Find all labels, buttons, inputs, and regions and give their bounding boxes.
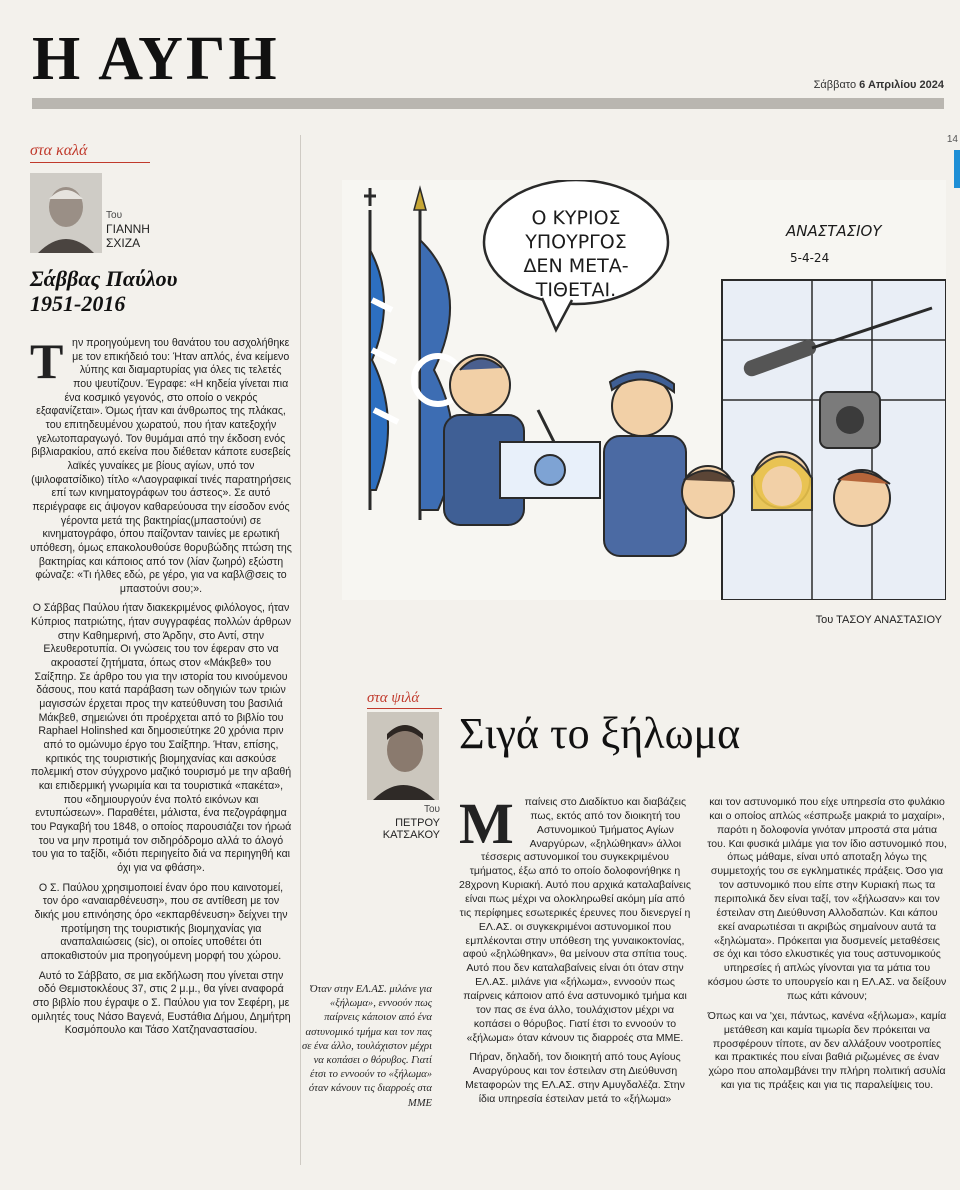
left-article-body xyxy=(30,333,292,1044)
bubble-line-1: Ο ΚΥΡΙΟΣ xyxy=(531,207,621,229)
right-column-1 xyxy=(459,791,691,1113)
right-author-name xyxy=(352,817,440,842)
right-headline: Σιγά το ξήλωμα xyxy=(459,709,741,758)
right-tag-rule xyxy=(367,708,442,709)
right-column-2 xyxy=(707,796,947,1099)
cartoon-drawing xyxy=(342,180,946,600)
left-paragraph-2: Ο Σάββας Παύλου ήταν διακεκριμένος φιλόλογος, ήταν Κύπριος πατριώτης, ήταν συγγραφέας πολλών άρθρων στην Καθημερινή, στο Άρδην, στο Αντί, στην Ελευθεροτυπία. Οι γνώσεις του τον έφεραν στο να ακροαστεί ζητήματα, όπως στον «Μάκβεθ» του Σαίξπηρ. Σε άρθρο του για την ιστορία του κινούμενου δάσους, που κατά παράβαση των οδηγιών των τριών μαγισσών έρχεται προς την κατεύθυνση του βασιλιά Μάκβεθ, σημειώνει ότι προέρχεται από το βιβλίο του Raphael Holinshed και δημοσιεύτηκε 20 χρόνια πριν από το ομώνυμο έργο του Σαίξπηρ. Ήταν, επίσης, κριτικός της τουριστικής βιομηχανίας και ασκούσε πολεμική στον σύγχρονο μαζικό τουρισμό με την αβαθή και επιδερμική γνωριμία και τα τουριστικά «πακέτα», που «δημιουργούν ένα πολτό εικόνων και εντυπώσεων». Παραθέτει, μάλιστα, ένα πεζογράφημα του Ραγκαβή του 1848, ο οποίος παρουσιάζει τον ήρωά του να μην προτιμά τον σιδηρόδρομο αλλά το άλογό του για το ταξίδι, «διότι περιηγείτο διά να περιηγηθή και όχι για να φθάση». xyxy=(30,602,292,874)
cartoon-credit: Του ΤΑΣΟΥ ΑΝΑΣΤΑΣΙΟΥ xyxy=(815,614,942,626)
political-cartoon xyxy=(342,180,946,600)
bubble-line-3: ΔΕΝ ΜΕΤΑ- xyxy=(523,255,629,277)
dateline xyxy=(814,79,944,91)
left-author-label: Του xyxy=(106,210,123,221)
left-title-line-2: 1951-2016 xyxy=(30,291,126,317)
page-edge-marker xyxy=(954,150,960,188)
author-portrait-icon xyxy=(30,173,102,253)
bubble-line-2: ΥΠΟΥΡΓΟΣ xyxy=(525,231,627,253)
left-paragraph-3: Ο Σ. Παύλου χρησιμοποιεί έναν όρο που καινοτομεί, τον όρο «αναιαρθένευση», που σε αντίθεση με τον δικής μου επινόησης όρο «εκπαρθένευση» δείχνει την προτίμηση της τουριστικής βιομηχανίας για αναπαλαιώσεις (sic), οι οποίες υποθέτει ότι αποκαθιστούν μια προηγούμενη μορφή του χώρου. xyxy=(34,881,288,962)
cartoon-signature-2: 5-4-24 xyxy=(790,251,830,265)
right-paragraph-4: Όπως και να 'χει, πάντως, κανένα «ξήλωμα», καμία μετάθεση και καμία τιμωρία δεν πρόκειται να προσφέρουν τίποτε, αν δεν αλλάξουν νοοτροπίες και πρακτικές που είναι βαθιά ριζωμένες σε έναν χώρο που απολαμβάνει την πλήρη πολιτική ασυλία και για τις πράξεις και για τις παραλείψεις του. xyxy=(707,1009,947,1092)
right-dropcap: Μ xyxy=(459,791,514,856)
right-author-name-2: ΚΑΤΣΑΚΟΥ xyxy=(382,829,440,842)
left-author-name-2: ΣΧΙΖΑ xyxy=(106,236,141,250)
left-article-title xyxy=(30,266,280,317)
page-edge-number: 14 xyxy=(946,134,958,145)
left-section-tag: στα καλά xyxy=(30,142,88,159)
left-dropcap: Τ xyxy=(30,333,64,389)
left-author-name-1: ΓΙΑΝΝΗ xyxy=(106,222,150,236)
right-paragraph-2: Πήραν, δηλαδή, τον διοικητή από τους Αγίους Αναργύρους και τον έστειλαν στη Διεύθυνση Μεταφορών της ΕΛ.ΑΣ. στην Αμυγδαλέζα. Στην ίδια υπηρεσία έστειλαν μετά το «ξήλωμα» xyxy=(465,1051,685,1106)
left-title-line-1: Σάββας Παύλου xyxy=(30,266,178,291)
masthead-title: Η ΑΥΓΗ xyxy=(32,25,280,93)
right-author-name-1: ΠΕΤΡΟΥ xyxy=(395,817,440,829)
column-divider xyxy=(300,135,301,1165)
left-author-photo xyxy=(30,173,102,253)
date-rest: 6 Απριλίου 2024 xyxy=(859,79,944,91)
right-author-label: Του xyxy=(423,804,440,815)
cartoon-signature-1: ΑΝΑΣΤΑΣΙΟΥ xyxy=(786,222,882,240)
left-paragraph-4: Αυτό το Σάββατο, σε μια εκδήλωση που γίνεται στην οδό Θεμιστοκλέους 37, στις 2 μ.μ., θα γίνει αναφορά στο βιβλίο που έγραψε ο Σ. Παύλου για τον Σεφέρη, με ομιλητές τους Νάσο Βαγενά, Ευστάθια Δήμου, Δημήτρη Κοσμόπουλο και Τάσο Χατζηαναστασίου. xyxy=(31,969,291,1037)
right-author-photo xyxy=(367,712,439,800)
left-tag-rule xyxy=(30,162,150,163)
date-day: Σάββατο xyxy=(813,79,857,91)
bubble-line-4: ΤΙΘΕΤΑΙ. xyxy=(535,279,617,301)
pull-quote: Όταν στην ΕΛ.ΑΣ. μιλάνε για «ξήλωμα», εννοούν πως παίρνεις κάποιον από ένα αστυνομικό τμήμα και τον πας σε ένα άλλο, τουλάχιστον μέχρι να κοπάσει ο θόρυβος. Γιατί έτσι το εννοούν το «ξήλωμα» όταν κάνουν τις διαρροές στα ΜΜΕ xyxy=(302,984,433,1109)
left-paragraph-1: Την προηγούμενη του θανάτου του ασχολήθηκε με τον επικήδειό του: Ήταν απλός, ένα κείμενο λύπης και διαμαρτυρίας για όλες τις τελετές που ψευτίζουν. Έγραφε: «Η κηδεία γίνεται πια ένα κοσμικό γεγονός, στο οποίο ο νεκρός εξαφανίζεται». Όμως ήταν και άνθρωπος της πλάκας, του επιτηδευμένου χωρατού, που ήταν κατεξοχήν γελωτοπαραγωγό. Τον θυμάμαι από την έκδοση ενός βιβλιαρακίου, από εκείνα που διέθεταν κάποτε ευσεβείς λαϊκές γυναίκες με βίους αγίων, υπό τον (ψιλοφατσίδικο) τίτλο «Λαογραφικαί τινές παρατηρήσεις επί των κινηματογράφων του άστεος». Σε αυτό περιέγραφε εις άψογον καθαρεύουσα την είσοδον ενός γέροντα μετά της βακτηρίας(μπαστούνι) σε κινηματογράφο, όπου παίζονταν ταινίες με ερωτική υπόθεση, όμως επακολουθούσε θορυβώδης πτώση της βακτηρίας και κάποιος από τον (λίαν ζωηρό) εξώστη φώναζε: «Τι ήλθες εδώ, ρε γέρο, για να καβλ@σεις το μπαστούνι σου;». xyxy=(30,333,292,595)
right-paragraph-1: Μ παίνεις στο Διαδίκτυο και διαβάζεις πως, εκτός από τον διοικητή του Αστυνομικού Τμήματος Αγίων Αναργύρων, «ξηλώθηκαν» άλλοι τέσσερις αστυνομικοί του συγκεκριμένου τμήματος, έξω από το οποίο δολοφονήθηκε η 28χρονη Κυριακή. Αυτό που αρχικά καταλαβαίνεις είναι πως μέχρι να ολοκληρωθεί ακόμη μία από τις περίφημες εσωτερικές έρευνες που διενεργεί η ΕΛ.ΑΣ. οι συγκεκριμένοι αστυνομικοί που εμπλέκονται στην υπόθεση της γυναικοκτονίας, αφού «ξηλώθηκαν», θα μείνουν στα σπίτια τους. Αυτό που δεν καταλαβαίνεις είναι ότι όταν στην ΕΛ.ΑΣ. μιλάνε για «ξήλωμα», εννοούν πως παίρνεις κάποιον από ένα αστυνομικό τμήμα και τον πας σε ένα άλλο, τουλάχιστον μέχρι να κοπάσει ο θόρυβος. Γιατί έτσι το εννοούν το «ξήλωμα» όταν κάνουν τις διαρροές στα ΜΜΕ. xyxy=(459,791,691,1044)
right-paragraph-3: και τον αστυνομικό που είχε υπηρεσία στο φυλάκιο και ο οποίος απλώς «έσπρωξε μακριά το μαχαίρι», παρότι η δολοφονία γινόταν μπροστά στα μάτια του. Και φυσικά μιλάμε για τον ίδιο αστυνομικό που, όπως μάθαμε, είναι υπό αποταξη λόγω της συμμετοχής του σε εγκληματικές πράξεις. Όσο για τον αστυνομικό που είπε στην Κυριακή πως τα περιπολικά δεν είναι ταξί, τον «ξήλωσαν» και τον έστειλαν στη Διεύθυνση Αλλοδαπών. Και κάπου εκεί αναρωτιέσαι τι ακριβώς σημαίνουν αυτά τα «ξηλώματα». Πρόκειται για δυσμενείς μεταθέσεις σε όχι και τόσο ελκυστικές για τους αστυνομικούς υπηρεσίες ή απλώς γίνονται για τα μάτια του κόσμου ώστε το υπουργείο και η ΕΛ.ΑΣ. να δείξουν πως κάτι κάνουν; xyxy=(707,796,947,1003)
author-portrait-icon xyxy=(367,712,439,800)
right-section-tag: στα ψιλά xyxy=(367,690,420,706)
masthead-rule xyxy=(32,98,944,109)
